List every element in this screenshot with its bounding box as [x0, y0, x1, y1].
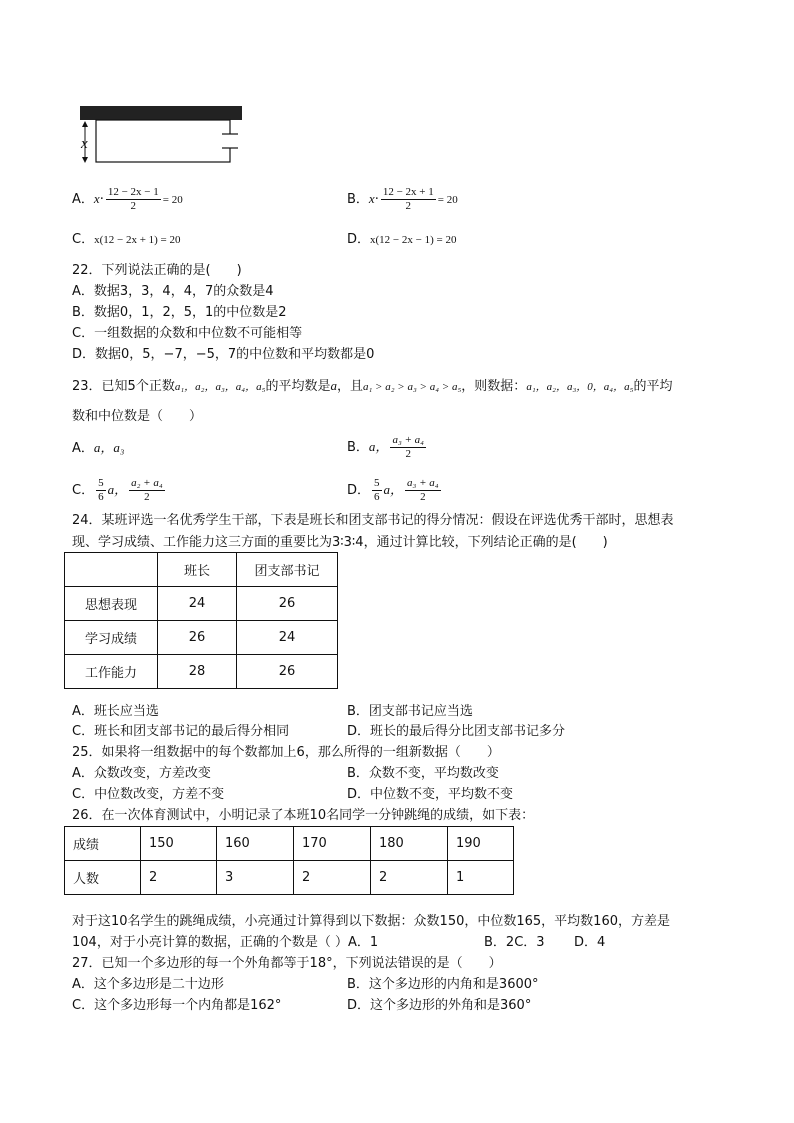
- q25-option-b: B．众数不变，平均数改变: [347, 766, 499, 781]
- frame-rect: [96, 120, 230, 162]
- table-cell: 工作能力: [65, 655, 158, 689]
- q21-option-b: B．x· $\frac{12 - 2x + 1}{2}$ = 20: [347, 186, 458, 212]
- table-cell: 150: [141, 827, 217, 861]
- table-cell: 160: [217, 827, 294, 861]
- table-cell: 成绩: [65, 827, 141, 861]
- q24-stem-line1: 24．某班评选一名优秀学生干部，下表是班长和团支部书记的得分情况：假设在评选优秀干部时，思想表: [72, 513, 674, 528]
- arrow-up-icon: [82, 121, 88, 127]
- table-cell: 26: [237, 587, 338, 621]
- table-cell: 180: [371, 827, 448, 861]
- q26-paragraph-line1: 对于这10名学生的跳绳成绩，小亮通过计算得到以下数据：众数150，中位数165，平均数160，方差是: [72, 914, 670, 929]
- q22-option-a: A．数据3，3，4，4，7的众数是4: [72, 284, 274, 299]
- dimension-label: x: [81, 136, 88, 152]
- q26-paragraph-line2: 104，对于小亮计算的数据，正确的个数是（ ）A．1: [72, 935, 379, 950]
- table-cell: 170: [294, 827, 371, 861]
- table-row: [65, 827, 514, 861]
- q26-stem: 26．在一次体育测试中，小明记录了本班10名同学一分钟跳绳的成绩，如下表：: [72, 808, 535, 823]
- table-cell: 3: [217, 861, 294, 895]
- q27-option-a: A．这个多边形是二十边形: [72, 977, 224, 992]
- q24-option-a: A．班长应当选: [72, 704, 159, 719]
- q24-option-c: C．班长和团支部书记的最后得分相同: [72, 724, 290, 739]
- q25-stem: 25．如果将一组数据中的每个数都加上6，那么所得的一组新数据（ ）: [72, 745, 500, 760]
- table-row: [65, 861, 514, 895]
- table-row: [65, 587, 338, 621]
- q25-option-c: C．中位数改变，方差不变: [72, 787, 225, 802]
- q25-option-d: D．中位数不变，平均数不变: [347, 787, 514, 802]
- q24-option-d: D．班长的最后得分比团支部书记多分: [347, 724, 566, 739]
- q21-option-d: D．x(12 − 2x − 1) = 20: [347, 232, 457, 247]
- q22-option-b: B．数据0，1，2，5，1的中位数是2: [72, 305, 287, 320]
- q23-stem-line2: 数和中位数是（ ）: [72, 409, 203, 424]
- q27-option-c: C．这个多边形每一个内角都是162°: [72, 998, 282, 1013]
- table-cell: 24: [158, 587, 237, 621]
- q27-stem: 27．已知一个多边形的每一个外角都等于18°，下列说法错误的是（ ）: [72, 956, 502, 971]
- wall-bar: [80, 106, 242, 120]
- table-cell: 2: [141, 861, 217, 895]
- table-cell: 班长: [158, 553, 237, 587]
- table-cell: 28: [158, 655, 237, 689]
- table-cell: 人数: [65, 861, 141, 895]
- table-cell: 26: [158, 621, 237, 655]
- q22-stem: 22．下列说法正确的是( ): [72, 263, 242, 278]
- q25-option-a: A．众数改变，方差改变: [72, 766, 211, 781]
- q22-option-d: D．数据0，5，−7，−5，7的中位数和平均数都是0: [72, 347, 375, 362]
- table-row: [65, 553, 338, 587]
- q23-option-b: B．a， $\frac{\text{a₃ + a₄}}{2}$: [347, 434, 425, 460]
- table-row: [65, 655, 338, 689]
- q23-stem: 23．已知5个正数a₁，a₂，a₃，a₄，a₅的平均数是a，且a₁ > a₂ > a₃ > a₄ > a₅，则数据：a₁，a₂，a₃，0，a₄，a₅的平均: [72, 378, 673, 394]
- q22-option-c: C．一组数据的众数和中位数不可能相等: [72, 326, 303, 341]
- q26-score-table: [64, 826, 514, 895]
- table-cell: 26: [237, 655, 338, 689]
- q26-option-d: D．4: [574, 935, 606, 950]
- table-cell: 2: [371, 861, 448, 895]
- q24-score-table: [64, 552, 338, 689]
- q27-option-d: D．这个多边形的外角和是360°: [347, 998, 532, 1013]
- frame-figure: [74, 104, 246, 168]
- arrow-down-icon: [82, 157, 88, 163]
- q23-option-a: A．a，a₃: [72, 440, 125, 456]
- table-cell: 2: [294, 861, 371, 895]
- table-cell: 1: [448, 861, 514, 895]
- table-cell: 24: [237, 621, 338, 655]
- q27-option-b: B．这个多边形的内角和是3600°: [347, 977, 539, 992]
- table-row: [65, 621, 338, 655]
- q23-option-c: C． $\frac{5}{6}$ a， $\frac{\text{a₂ + a₄}}{2}$: [72, 477, 163, 503]
- q24-option-b: B．团支部书记应当选: [347, 704, 473, 719]
- q23-option-d: D． $\frac{5}{6}$ a， $\frac{\text{a₃ + a₄}}{2}$: [347, 477, 439, 503]
- q21-option-c: C．x(12 − 2x + 1) = 20: [72, 232, 181, 247]
- q26-option-b: B．2C．3: [484, 935, 545, 950]
- table-cell: 思想表现: [65, 587, 158, 621]
- table-cell: 学习成绩: [65, 621, 158, 655]
- table-cell: 190: [448, 827, 514, 861]
- table-cell: 团支部书记: [237, 553, 338, 587]
- q21-option-a: A．x· $\frac{12 - 2x - 1}{2}$ = 20: [72, 186, 183, 212]
- q24-stem-line2: 现、学习成绩、工作能力这三方面的重要比为3∶3∶4，通过计算比较，下列结论正确的是( ): [72, 535, 608, 550]
- table-cell: [65, 553, 158, 587]
